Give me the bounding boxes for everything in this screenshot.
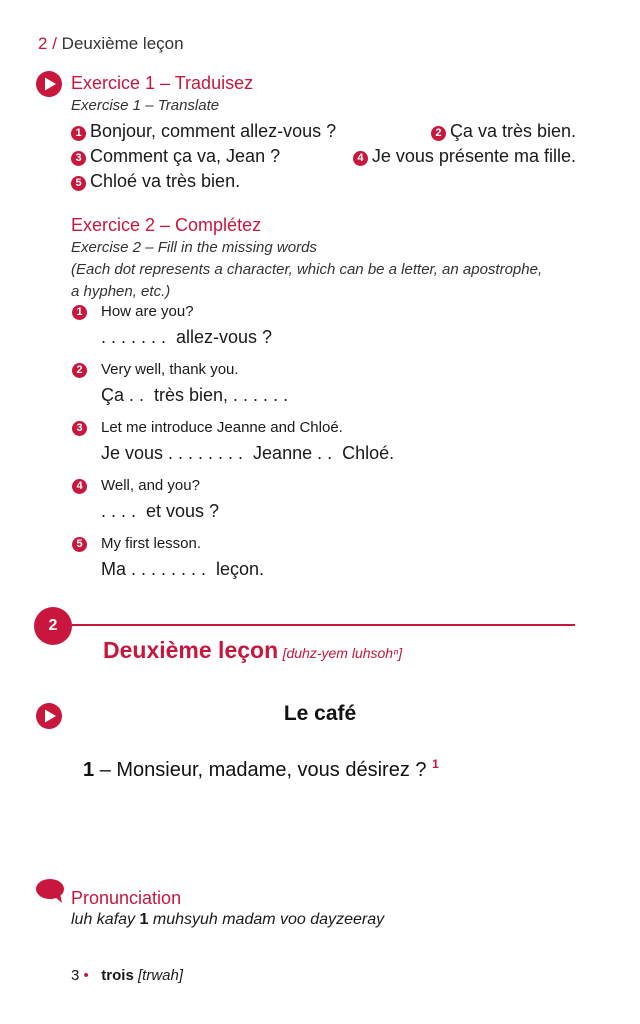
item-number-badge: 2 <box>72 363 87 378</box>
sentence-text: Comment ça va, Jean ? <box>90 146 281 166</box>
exercise-1-heading: Exercice 1 – Traduisez <box>71 73 254 93</box>
item-number-badge: 4 <box>72 479 87 494</box>
item-number-badge: 1 <box>72 305 87 320</box>
pronunciation-line-number: 1 <box>139 911 149 928</box>
pronunciation-text-b: muhsyuh madam voo dayzeeray <box>152 911 385 928</box>
running-head-separator: / <box>52 34 57 53</box>
speech-bubble-icon <box>35 878 65 904</box>
item-answer-blank: Ma . . . . . . . . leçon. <box>101 559 265 579</box>
lesson-header <box>103 637 402 664</box>
item-answer-blank: . . . . . . . allez-vous ? <box>101 327 273 347</box>
dialog-line-text: – Monsieur, madame, vous désirez ? <box>99 759 427 781</box>
exercise-1-line-3 <box>71 171 240 192</box>
sentence-text: Bonjour, comment allez-vous ? <box>90 121 337 141</box>
sentence-1 <box>71 121 336 142</box>
running-head-page-number: 2 <box>38 34 48 53</box>
exercise-1-line-2 <box>71 146 576 167</box>
sentence-5 <box>71 171 240 191</box>
item-prompt: My first lesson. <box>101 535 202 552</box>
item-number-badge: 5 <box>72 537 87 552</box>
sentence-number-badge: 5 <box>71 176 86 191</box>
sentence-text: Chloé va très bien. <box>90 171 241 191</box>
pronunciation-text <box>71 911 384 929</box>
dialog-line-1 <box>83 757 439 782</box>
page-footer <box>71 967 183 984</box>
pronunciation-text-a: luh kafay <box>71 911 136 928</box>
item-prompt: How are you? <box>101 303 194 320</box>
item-answer-blank: Ça . . très bien, . . . . . . <box>101 385 289 405</box>
sentence-number-badge: 3 <box>71 151 86 166</box>
sentence-text: Je vous présente ma fille. <box>371 146 576 166</box>
footer-word: trois <box>101 967 134 984</box>
exercise-2-instructions-line-2: a hyphen, etc.) <box>71 283 171 300</box>
dialog-note-reference: 1 <box>432 757 439 771</box>
dialog-line-number: 1 <box>83 759 95 781</box>
sentence-2 <box>431 121 576 142</box>
running-head <box>38 34 184 54</box>
sentence-text: Ça va très bien. <box>449 121 576 141</box>
sentence-number-badge: 4 <box>353 151 368 166</box>
footer-page-number: 3 <box>71 967 80 984</box>
item-number-badge: 3 <box>72 421 87 436</box>
sentence-number-badge: 1 <box>71 126 86 141</box>
footer-pronunciation: [trwah] <box>137 967 183 984</box>
exercise-2-subheading: Exercise 2 – Fill in the missing words <box>71 239 317 256</box>
pronunciation-heading: Pronunciation <box>71 888 182 908</box>
item-prompt: Let me introduce Jeanne and Chloé. <box>101 419 343 436</box>
item-answer-blank: Je vous . . . . . . . . Jeanne . . Chloé. <box>101 443 395 463</box>
dialog-title: Le café <box>283 702 357 725</box>
sentence-number-badge: 2 <box>431 126 446 141</box>
play-audio-icon[interactable] <box>36 71 62 97</box>
footer-bullet: • <box>83 967 89 984</box>
item-prompt: Very well, thank you. <box>101 361 239 378</box>
item-prompt: Well, and you? <box>101 477 200 494</box>
exercise-1-line-1 <box>71 121 576 142</box>
running-head-title: Deuxième leçon <box>61 34 184 53</box>
lesson-title: Deuxième leçon <box>103 637 279 663</box>
exercise-1-subheading: Exercise 1 – Translate <box>71 97 220 114</box>
sentence-4 <box>353 146 576 167</box>
exercise-2-heading: Exercice 2 – Complétez <box>71 215 262 235</box>
lesson-divider-rule <box>72 624 575 626</box>
exercise-2-instructions-line-1: (Each dot represents a character, which can be a letter, an apostrophe, <box>71 261 543 278</box>
lesson-number-circle: 2 <box>34 607 72 645</box>
item-answer-blank: . . . . et vous ? <box>101 501 220 521</box>
sentence-3 <box>71 146 280 167</box>
lesson-title-pronunciation: [duhz-yem luhsohⁿ] <box>282 645 403 661</box>
